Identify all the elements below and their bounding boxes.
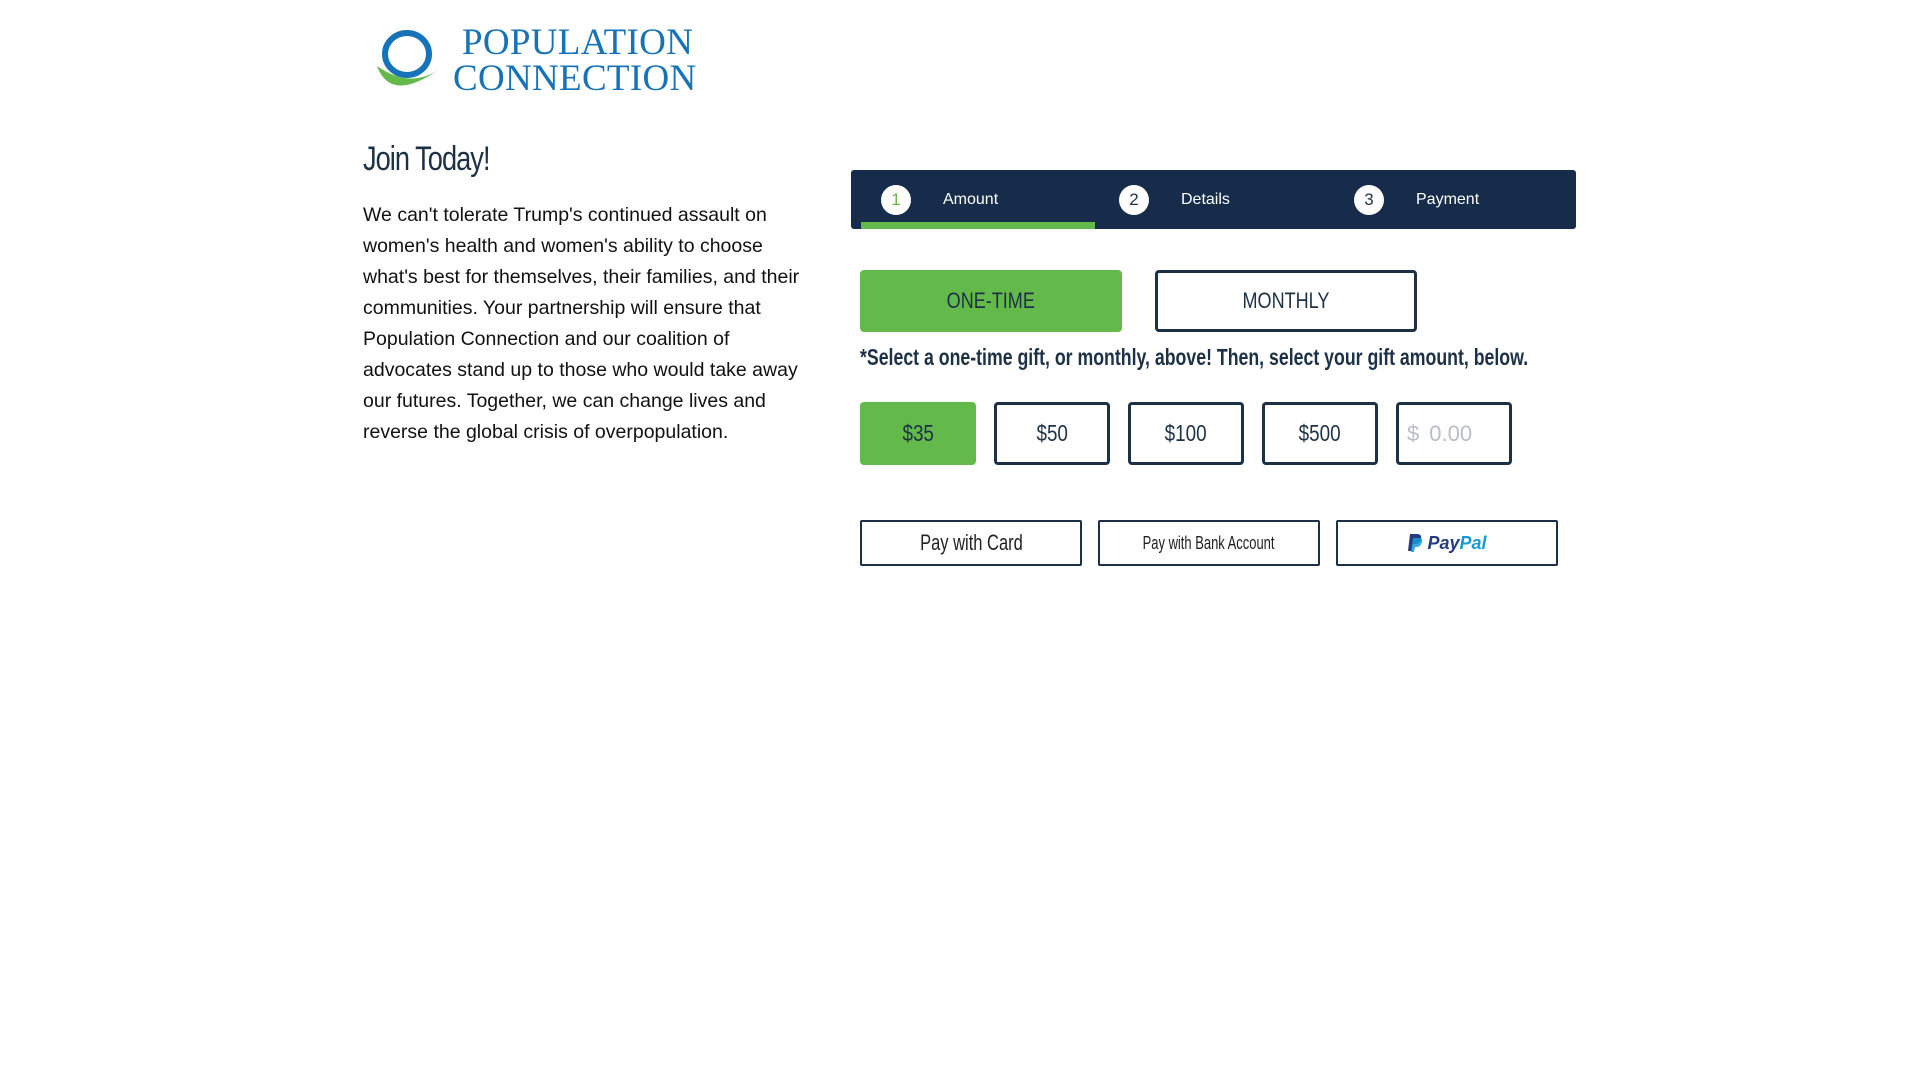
paypal-button[interactable] <box>1336 520 1558 566</box>
one-time-button[interactable] <box>860 270 1122 332</box>
gift-instruction-text: *Select a one-time gift, or monthly, above! Then, select your gift amount, below. <box>860 344 1529 370</box>
pay-with-bank-label: Pay with Bank Account <box>1143 532 1275 553</box>
step-number-badge: 2 <box>1119 185 1149 215</box>
monthly-label: MONTHLY <box>1242 288 1330 313</box>
step-payment[interactable] <box>1354 170 1479 229</box>
amount-50-button[interactable] <box>994 402 1110 465</box>
custom-amount-field[interactable] <box>1396 402 1512 465</box>
amount-label: $50 <box>1036 420 1068 446</box>
step-details[interactable] <box>1119 170 1230 229</box>
amount-label: $100 <box>1165 420 1207 446</box>
custom-amount-input[interactable] <box>1427 420 1501 448</box>
amount-100-button[interactable] <box>1128 402 1244 465</box>
pay-with-card-label: Pay with Card <box>919 530 1023 555</box>
amount-500-button[interactable] <box>1262 402 1378 465</box>
logo-line-1: POPULATION <box>462 22 694 63</box>
paypal-wordmark-pay: Pay <box>1427 532 1460 553</box>
step-amount[interactable] <box>881 170 998 229</box>
one-time-label: ONE-TIME <box>946 288 1036 313</box>
step-label: Payment <box>1416 190 1480 208</box>
donation-steps-bar <box>851 170 1576 229</box>
paypal-icon <box>1407 533 1423 553</box>
step-progress-indicator <box>861 222 1095 229</box>
step-number-badge: 3 <box>1354 185 1384 215</box>
step-label: Amount <box>943 190 999 208</box>
step-label: Details <box>1181 190 1230 208</box>
pay-with-card-button[interactable] <box>860 520 1082 566</box>
logo-line-2: CONNECTION <box>453 58 697 99</box>
currency-symbol: $ <box>1407 420 1420 446</box>
population-connection-logo[interactable] <box>371 22 711 100</box>
monthly-button[interactable] <box>1155 270 1417 332</box>
pay-with-bank-button[interactable] <box>1098 520 1320 566</box>
logo-circle-icon <box>371 24 445 98</box>
amount-label: $35 <box>902 420 934 446</box>
page-title: Join Today! <box>363 140 490 178</box>
paypal-wordmark-pal: Pal <box>1459 532 1487 553</box>
intro-paragraph: We can't tolerate Trump's continued assault on women's health and women's ability to choose what's best for themselves, their families, and their communities. Your partnership will ensure that Population Connection and our coalition of advocates stand up to those who would take away our futures. Together, we can change lives and reverse the global crisis of overpopulation. <box>363 204 800 443</box>
amount-label: $500 <box>1299 420 1341 446</box>
logo-wordmark <box>453 22 697 99</box>
amount-35-button[interactable] <box>860 402 976 465</box>
step-number-badge: 1 <box>881 185 911 215</box>
